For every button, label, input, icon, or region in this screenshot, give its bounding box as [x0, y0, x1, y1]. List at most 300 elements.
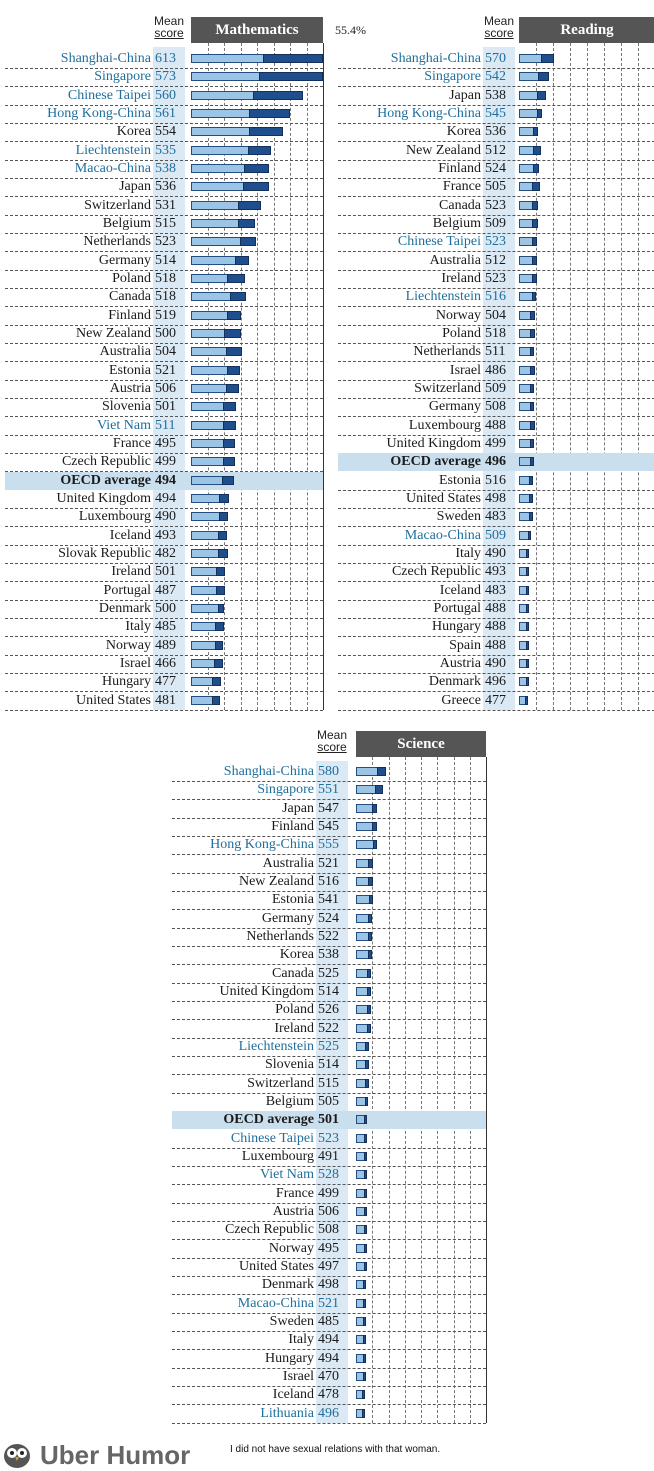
score-value: 522 — [318, 1020, 339, 1036]
level6-bar-segment — [227, 366, 240, 375]
country-row — [338, 270, 654, 289]
score-value: 519 — [155, 307, 176, 323]
country-label: Estonia — [272, 892, 314, 908]
country-row — [338, 563, 654, 582]
country-row — [172, 1185, 486, 1204]
level6-bar-segment — [230, 292, 246, 301]
level6-bar-segment — [530, 329, 535, 338]
country-label: Macao-China — [404, 527, 481, 543]
share-bar — [519, 237, 537, 246]
share-bar — [519, 219, 538, 228]
subject-title: Reading — [519, 17, 654, 43]
share-bar — [519, 109, 542, 118]
level6-bar-segment — [537, 91, 546, 100]
country-row — [172, 1240, 486, 1259]
score-value: 485 — [318, 1313, 339, 1329]
country-row — [5, 142, 323, 161]
score-value: 515 — [155, 215, 176, 231]
share-bar — [356, 1225, 367, 1234]
country-row — [338, 508, 654, 527]
country-row — [338, 123, 654, 142]
share-bar — [191, 439, 235, 448]
score-value: 536 — [485, 124, 506, 140]
score-value: 555 — [318, 837, 339, 853]
share-bar — [519, 512, 533, 521]
country-label: Iceland — [109, 527, 151, 543]
country-row — [172, 1038, 486, 1057]
score-value: 506 — [155, 380, 176, 396]
level5-bar-segment — [191, 54, 264, 63]
country-label: Finland — [271, 818, 314, 834]
score-value: 526 — [318, 1002, 339, 1018]
share-bar — [356, 914, 372, 923]
country-label: Norway — [105, 637, 151, 653]
score-value: 508 — [485, 399, 506, 415]
country-row — [5, 380, 323, 399]
score-value: 496 — [485, 454, 506, 470]
level6-bar-segment — [238, 201, 261, 210]
country-label: Korea — [279, 947, 314, 963]
level6-bar-segment — [214, 659, 223, 668]
level6-bar-segment — [368, 950, 372, 959]
score-value: 521 — [155, 362, 176, 378]
country-label: Estonia — [439, 472, 481, 488]
country-label: OECD average — [223, 1112, 314, 1128]
country-row — [172, 1020, 486, 1039]
country-label: Singapore — [424, 69, 481, 85]
score-value: 523 — [318, 1130, 339, 1146]
country-label: United States — [405, 490, 481, 506]
country-label: Viet Nam — [97, 417, 151, 433]
level5-bar-segment — [356, 822, 373, 831]
country-row — [172, 928, 486, 947]
share-bar — [356, 969, 371, 978]
country-label: Shanghai-China — [60, 51, 151, 66]
score-value: 495 — [318, 1240, 339, 1256]
share-bar — [191, 586, 225, 595]
level5-bar-segment — [191, 274, 228, 283]
level5-bar-segment — [191, 292, 231, 301]
country-row — [338, 288, 654, 307]
country-row — [338, 637, 654, 656]
level6-bar-segment — [368, 859, 373, 868]
level6-bar-segment — [364, 1262, 367, 1271]
country-label: Germany — [98, 252, 151, 268]
country-row — [338, 417, 654, 436]
score-value: 516 — [485, 472, 506, 488]
country-row — [338, 307, 654, 326]
score-value: 523 — [155, 234, 176, 250]
country-row — [5, 435, 323, 454]
share-bar — [191, 292, 246, 301]
country-row — [338, 87, 654, 106]
country-row — [5, 252, 323, 271]
level6-bar-segment — [223, 402, 236, 411]
country-label: Netherlands — [83, 234, 151, 250]
level5-bar-segment — [356, 895, 370, 904]
country-row — [172, 946, 486, 965]
score-value: 538 — [485, 87, 506, 103]
score-value: 570 — [485, 51, 506, 66]
score-value: 524 — [318, 910, 339, 926]
country-row — [338, 600, 654, 619]
level6-bar-segment — [375, 785, 383, 794]
level5-bar-segment — [519, 72, 539, 81]
level6-bar-segment — [373, 840, 377, 849]
country-row — [338, 618, 654, 637]
level6-bar-segment — [363, 1280, 366, 1289]
level6-bar-segment — [363, 1299, 366, 1308]
country-row — [5, 618, 323, 637]
mean-label: Mean — [483, 14, 515, 28]
share-bar — [519, 641, 529, 650]
country-label: France — [112, 435, 151, 451]
level6-bar-segment — [244, 164, 269, 173]
score-value: 500 — [155, 325, 176, 341]
country-label: Czech Republic — [61, 454, 151, 470]
share-bar — [519, 622, 529, 631]
score-value: 516 — [318, 873, 339, 889]
level6-bar-segment — [223, 421, 236, 430]
country-row — [5, 68, 323, 87]
level5-bar-segment — [191, 494, 220, 503]
oecd-average-row — [5, 472, 323, 490]
mathematics-panel — [5, 14, 366, 714]
country-row — [5, 270, 323, 289]
country-row — [338, 673, 654, 692]
country-label: Switzerland — [84, 197, 151, 213]
country-label: Luxembourg — [241, 1148, 314, 1164]
share-bar — [356, 1299, 366, 1308]
level6-bar-segment — [367, 1005, 371, 1014]
share-bar — [356, 1280, 366, 1289]
country-row — [5, 215, 323, 234]
share-bar — [191, 421, 236, 430]
score-value: 498 — [318, 1277, 339, 1293]
country-label: Israel — [449, 362, 481, 378]
share-bar — [191, 677, 221, 686]
share-bar — [191, 182, 269, 191]
share-bar — [519, 127, 538, 136]
level6-bar-segment — [223, 457, 235, 466]
score-label: score — [154, 26, 184, 40]
subject-title: Science — [356, 731, 486, 757]
country-row — [338, 582, 654, 601]
level6-bar-segment — [364, 1134, 367, 1143]
country-row — [5, 233, 323, 252]
level6-bar-segment — [364, 1244, 367, 1253]
mean-score-header — [147, 15, 191, 39]
country-row — [338, 545, 654, 564]
country-label: Norway — [435, 307, 481, 323]
country-label: Czech Republic — [224, 1222, 314, 1238]
country-label: Australia — [262, 855, 314, 871]
level6-bar-segment — [215, 622, 224, 631]
country-label: Czech Republic — [391, 564, 481, 580]
level5-bar-segment — [191, 641, 216, 650]
country-label: Germany — [428, 399, 481, 415]
country-label: Poland — [275, 1002, 314, 1018]
country-row — [5, 600, 323, 619]
level6-bar-segment — [249, 109, 290, 118]
country-label: United Kingdom — [386, 435, 481, 451]
country-row — [172, 1331, 486, 1350]
share-bar — [519, 586, 529, 595]
country-row — [5, 490, 323, 509]
share-bar — [519, 696, 528, 705]
country-label: Hong Kong-China — [210, 837, 314, 853]
country-row — [338, 362, 654, 381]
country-label: Shanghai-China — [390, 51, 481, 66]
level5-bar-segment — [191, 347, 227, 356]
country-label: Liechtenstein — [75, 142, 151, 158]
country-label: Italy — [455, 545, 481, 561]
score-value: 494 — [318, 1332, 339, 1348]
level6-bar-segment — [526, 659, 529, 668]
share-bar — [519, 421, 535, 430]
share-bar — [356, 1354, 366, 1363]
level6-bar-segment — [253, 91, 303, 100]
watermark-footer — [0, 1436, 654, 1471]
score-value: 523 — [485, 234, 506, 250]
score-value: 490 — [485, 545, 506, 561]
level6-bar-segment — [367, 1024, 371, 1033]
level6-bar-segment — [365, 1060, 369, 1069]
country-label: Australia — [99, 344, 151, 360]
share-bar — [519, 256, 537, 265]
score-value: 560 — [155, 87, 176, 103]
score-value: 535 — [155, 142, 176, 158]
score-value: 525 — [318, 1038, 339, 1054]
score-value: 489 — [155, 637, 176, 653]
level6-bar-segment — [533, 146, 541, 155]
level5-bar-segment — [519, 54, 542, 63]
share-bar — [519, 439, 534, 448]
level5-bar-segment — [191, 201, 239, 210]
level6-bar-segment — [530, 439, 534, 448]
level5-bar-segment — [356, 840, 374, 849]
level6-bar-segment — [537, 109, 542, 118]
level6-bar-segment — [533, 127, 538, 136]
country-row — [172, 1295, 486, 1314]
country-row — [338, 50, 654, 69]
share-bar — [191, 347, 242, 356]
score-value: 511 — [485, 344, 506, 360]
score-value: 523 — [485, 197, 506, 213]
country-label: Sweden — [269, 1313, 314, 1329]
level6-bar-segment — [365, 1042, 369, 1051]
country-label: Israel — [119, 655, 151, 671]
score-value: 506 — [318, 1203, 339, 1219]
country-label: Poland — [112, 270, 151, 286]
owl-logo-icon — [2, 1440, 32, 1468]
level6-bar-segment — [526, 604, 529, 613]
score-value: 498 — [485, 490, 506, 506]
country-label: Japan — [449, 87, 481, 103]
level6-bar-segment — [538, 72, 549, 81]
level5-bar-segment — [519, 109, 538, 118]
level5-bar-segment — [191, 659, 215, 668]
share-bar — [191, 237, 256, 246]
country-row — [338, 68, 654, 87]
level6-bar-segment — [528, 531, 531, 540]
share-bar — [519, 72, 549, 81]
share-bar — [191, 531, 227, 540]
share-bar — [519, 311, 535, 320]
score-value: 511 — [155, 417, 176, 433]
score-value: 538 — [318, 947, 339, 963]
country-row — [172, 1258, 486, 1277]
country-row — [338, 380, 654, 399]
country-row — [172, 1075, 486, 1094]
country-row — [5, 307, 323, 326]
country-label: Slovenia — [102, 399, 151, 415]
level5-bar-segment — [519, 164, 534, 173]
score-value: 477 — [485, 692, 506, 708]
share-bar — [519, 659, 529, 668]
country-label: France — [442, 179, 481, 195]
score-value: 518 — [155, 289, 176, 305]
score-value: 488 — [485, 600, 506, 616]
score-value: 490 — [485, 655, 506, 671]
country-label: United Kingdom — [219, 983, 314, 999]
level5-bar-segment — [191, 384, 227, 393]
score-value: 494 — [318, 1350, 339, 1366]
country-label: Hungary — [102, 674, 151, 690]
share-bar — [191, 311, 241, 320]
country-label: Italy — [125, 619, 151, 635]
country-label: Italy — [288, 1332, 314, 1348]
country-row — [338, 472, 654, 491]
level5-bar-segment — [519, 219, 533, 228]
mean-label: Mean — [316, 728, 348, 742]
share-bar — [356, 1207, 367, 1216]
level6-bar-segment — [235, 256, 249, 265]
level5-bar-segment — [191, 439, 224, 448]
country-row — [338, 435, 654, 454]
score-value: 481 — [155, 692, 176, 708]
score-value: 542 — [485, 69, 506, 85]
country-label: Iceland — [272, 1387, 314, 1403]
level6-bar-segment — [215, 641, 223, 650]
share-bar — [356, 1042, 369, 1051]
share-bar — [191, 641, 223, 650]
score-value: 514 — [318, 1057, 339, 1073]
level6-bar-segment — [530, 402, 534, 411]
score-value: 485 — [155, 619, 176, 635]
score-value: 551 — [318, 782, 339, 798]
score-value: 523 — [485, 270, 506, 286]
country-label: Korea — [116, 124, 151, 140]
score-value: 483 — [485, 582, 506, 598]
country-row — [5, 398, 323, 417]
level6-bar-segment — [525, 696, 528, 705]
share-bar — [356, 1060, 369, 1069]
mean-label: Mean — [153, 14, 185, 28]
country-row — [5, 197, 323, 216]
country-row — [5, 343, 323, 362]
score-value: 545 — [485, 105, 506, 121]
score-value: 494 — [155, 490, 176, 506]
country-row — [5, 673, 323, 692]
country-row — [338, 343, 654, 362]
level5-bar-segment — [191, 512, 220, 521]
level6-bar-segment — [219, 512, 228, 521]
level6-bar-segment — [526, 549, 529, 558]
country-label: Germany — [261, 910, 314, 926]
level6-bar-segment — [364, 1189, 367, 1198]
share-bar — [519, 146, 541, 155]
level6-bar-segment — [363, 1354, 366, 1363]
country-label: United Kingdom — [56, 490, 151, 506]
share-bar — [191, 109, 290, 118]
score-value: 514 — [155, 252, 176, 268]
country-row — [172, 910, 486, 929]
share-bar — [519, 384, 534, 393]
share-bar — [191, 256, 249, 265]
score-value: 516 — [485, 289, 506, 305]
country-row — [5, 508, 323, 527]
country-label: Greece — [441, 692, 481, 708]
level6-bar-segment — [532, 256, 537, 265]
score-value: 509 — [485, 527, 506, 543]
share-bar — [356, 1097, 368, 1106]
share-bar — [519, 54, 554, 63]
level6-bar-segment — [362, 1409, 365, 1418]
level6-bar-segment — [364, 1170, 367, 1179]
score-label: score — [317, 740, 347, 754]
level5-bar-segment — [519, 182, 533, 191]
score-value: 509 — [485, 380, 506, 396]
country-row — [5, 50, 323, 69]
country-row — [5, 160, 323, 179]
level6-bar-segment — [224, 329, 241, 338]
country-label: Poland — [442, 325, 481, 341]
share-bar — [519, 549, 529, 558]
share-bar — [519, 531, 531, 540]
country-label: Singapore — [94, 69, 151, 85]
country-label: United States — [75, 692, 151, 708]
country-label: Denmark — [98, 600, 151, 616]
level5-bar-segment — [519, 91, 538, 100]
country-label: OECD average — [60, 472, 151, 488]
level6-bar-segment — [532, 292, 536, 301]
level6-bar-segment — [363, 1372, 366, 1381]
score-value: 525 — [318, 965, 339, 981]
level6-bar-segment — [530, 457, 534, 466]
score-value: 514 — [318, 983, 339, 999]
score-value: 494 — [155, 472, 176, 488]
level6-bar-segment — [530, 311, 535, 320]
share-bar — [356, 1390, 365, 1399]
level6-bar-segment — [243, 182, 269, 191]
country-label: Hong Kong-China — [377, 105, 481, 121]
country-label: Switzerland — [414, 380, 481, 396]
score-value: 521 — [318, 1295, 339, 1311]
score-value: 499 — [485, 435, 506, 451]
level6-bar-segment — [532, 182, 540, 191]
country-row — [172, 965, 486, 984]
country-row — [5, 582, 323, 601]
country-row — [172, 763, 486, 782]
country-row — [172, 855, 486, 874]
country-label: Luxembourg — [408, 417, 481, 433]
country-row — [172, 1093, 486, 1112]
level6-bar-segment — [529, 512, 533, 521]
country-label: Hungary — [265, 1350, 314, 1366]
level5-bar-segment — [191, 622, 216, 631]
score-value: 504 — [485, 307, 506, 323]
